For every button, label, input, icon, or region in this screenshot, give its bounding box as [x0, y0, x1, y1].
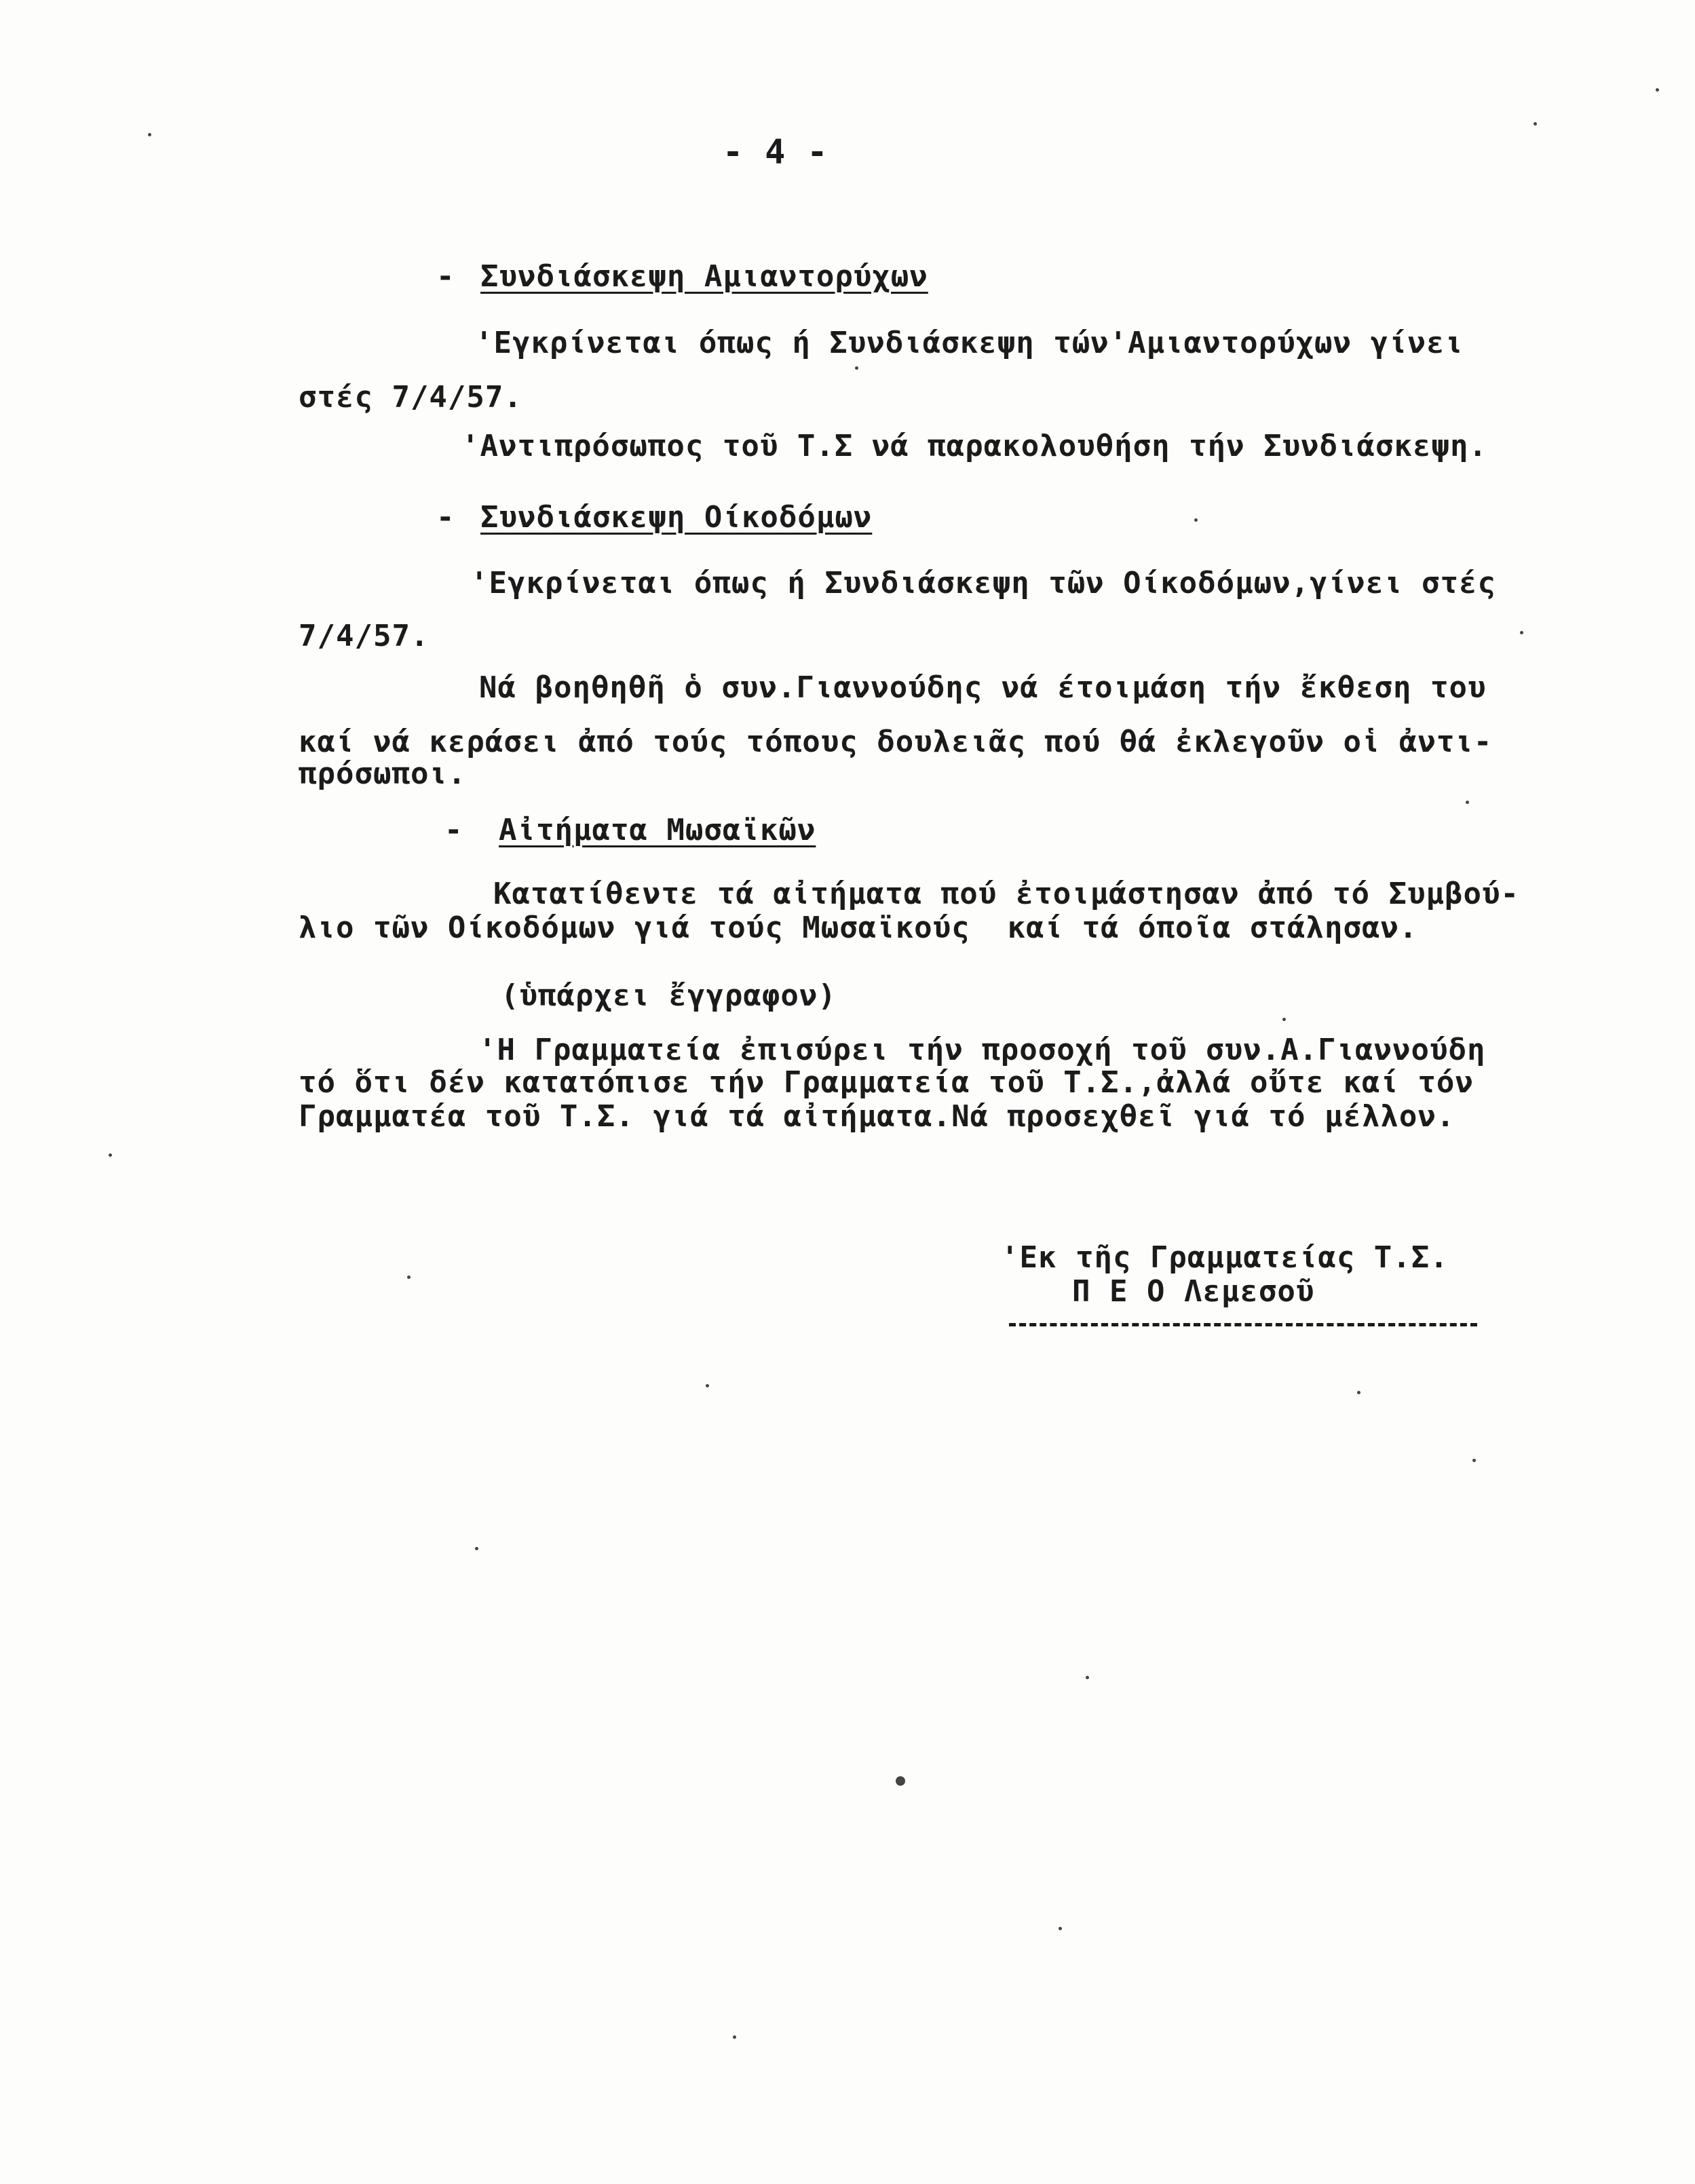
section-heading-builders: Συνδιάσκεψη Οίκοδόμων: [480, 500, 873, 535]
scan-speck: [1466, 801, 1469, 804]
paragraph-line: Κατατίθεντε τά αἰτήματα πού ἐτοιμάστησαν ἀπό τό Συμβού-: [493, 877, 1519, 911]
scan-speck: [706, 1384, 709, 1387]
scan-speck: [896, 1776, 905, 1786]
paragraph-line: 'Η Γραμματεία ἐπισύρει τήν προσοχή τοῦ συν.Α.Γιαννούδη: [478, 1033, 1486, 1067]
paragraph-line: τό ὅτι δέν κατατόπισε τήν Γραμματεία τοῦ Τ.Σ.,ἀλλά οὔτε καί τόν: [299, 1065, 1474, 1100]
scan-speck: [855, 366, 858, 370]
section-heading-mosaic-demands: Αἰτήματα Μωσαϊκῶν: [499, 813, 816, 847]
signature-line-1: 'Εκ τῆς Γραμματείας Τ.Σ.: [1001, 1240, 1449, 1275]
paragraph-line: (ὑπάρχει ἔγγραφον): [501, 978, 837, 1013]
paragraph-line: 7/4/57.: [299, 619, 430, 653]
paragraph-line: στές 7/4/57.: [299, 380, 522, 415]
signature-line-2: Π Ε Ο Λεμεσοῦ: [1072, 1274, 1315, 1309]
paragraph-line: καί νά κεράσει ἀπό τούς τόπους δουλειᾶς πού θά ἐκλεγοῦν οἱ ἀντι-: [299, 725, 1493, 759]
section-heading-dash: -: [436, 259, 455, 294]
scan-speck: [475, 1547, 478, 1550]
signature-rule: [1009, 1323, 1477, 1326]
paragraph-line: λιο τῶν Οίκοδόμων γιά τούς Μωσαϊκούς καί τά όποῖα στάλησαν.: [299, 911, 1418, 945]
scan-speck: [109, 1153, 112, 1157]
paragraph-line: Νά βοηθηθῆ ὁ συν.Γιαννούδης νά έτοιμάση τήν ἔκθεση του: [479, 670, 1487, 705]
scan-speck: [407, 1276, 411, 1279]
scan-speck: [733, 2035, 736, 2039]
scan-speck: [1282, 1018, 1286, 1021]
scan-speck: [1520, 631, 1523, 634]
page-number: - 4 -: [723, 132, 829, 172]
scan-speck: [1472, 1459, 1476, 1462]
paragraph-line: 'Εγκρίνεται όπως ή Συνδιάσκεψη τῶν Οίκοδόμων,γίνει στές: [470, 566, 1496, 600]
paragraph-line: 'Αντιπρόσωπος τοῦ Τ.Σ νά παρακολουθήση τήν Συνδιάσκεψη.: [461, 429, 1487, 463]
paragraph-line: Γραμματέα τοῦ Τ.Σ. γιά τά αἰτήματα.Νά προσεχθεῖ γιά τό μέλλον.: [299, 1099, 1455, 1134]
scan-speck: [1357, 1391, 1360, 1394]
scan-speck: [1059, 1927, 1062, 1930]
section-heading-asbestos-miners: Συνδιάσκεψη Αμιαντορύχων: [480, 259, 928, 294]
scan-speck: [1656, 88, 1659, 92]
scan-speck: [1534, 122, 1537, 126]
section-heading-dash: -: [436, 500, 455, 535]
paragraph-line: πρόσωποι.: [299, 756, 467, 791]
scan-speck: [1086, 1676, 1089, 1679]
scan-speck: [1194, 518, 1198, 522]
paragraph-line: 'Εγκρίνεται όπως ή Συνδιάσκεψη τών'Αμιαντορύχων γίνει: [475, 326, 1464, 360]
scan-speck: [148, 133, 151, 136]
section-heading-dash: -: [444, 813, 463, 847]
